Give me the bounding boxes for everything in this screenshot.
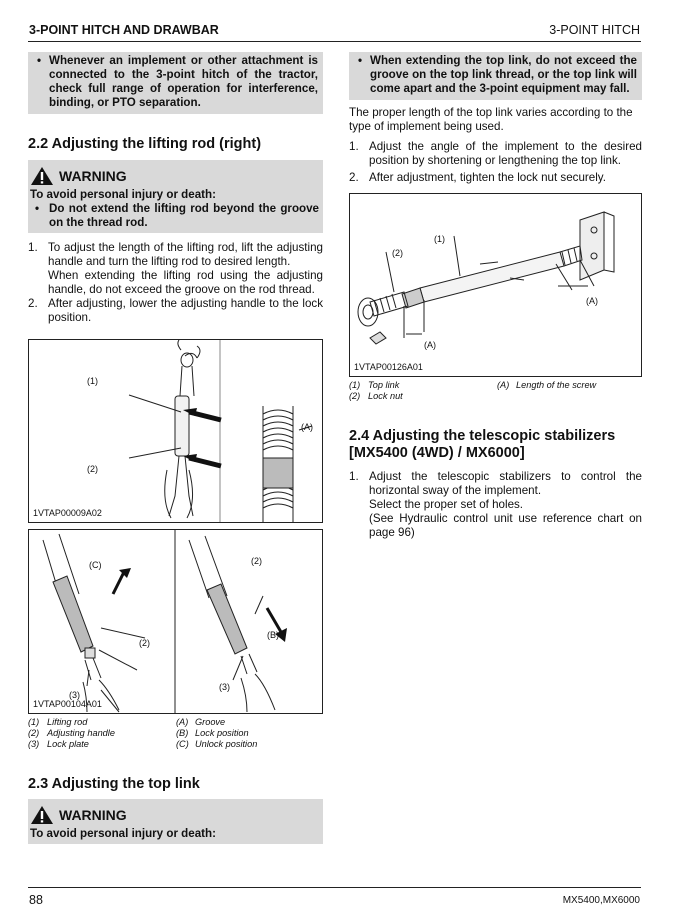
callout-label: (3) <box>69 690 80 700</box>
callout-label: (3) <box>219 682 230 692</box>
bullet-icon: • <box>35 202 40 215</box>
model-names: MX5400,MX6000 <box>562 895 640 906</box>
warning-box <box>28 799 323 844</box>
caption-item: (1) Top link <box>349 380 400 390</box>
callout-label: (2) <box>87 464 98 474</box>
top-link-illustration <box>350 194 641 376</box>
caption-item: (A) Length of the screw <box>497 380 597 390</box>
page-number: 88 <box>29 893 43 907</box>
list-item: 2. After adjusting, lower the adjusting handle to the lock position. <box>28 297 323 324</box>
callout-label: (2) <box>139 638 150 648</box>
warning-subtitle: To avoid personal injury or death: <box>30 827 216 840</box>
list-item: 1. To adjust the length of the lifting rod, lift the adjusting handle and turn the lifting rod to desired length. When extending the lifting rod using the adjusting handle, do not exceed the groove on the rod thread. <box>28 241 323 296</box>
callout-label: (2) <box>392 248 403 258</box>
warning-item: Do not extend the lifting rod beyond the groove on the thread rod. <box>49 202 319 229</box>
chapter-title: 3-POINT HITCH <box>549 23 640 37</box>
heading-2-3: 2.3 Adjusting the top link <box>28 776 200 792</box>
heading-2-4: 2.4 Adjusting the telescopic stabilizers [MX5400 (4WD) / MX6000] <box>349 428 616 461</box>
left-column <box>28 52 323 844</box>
warning-subtitle: To avoid personal injury or death: <box>30 188 216 201</box>
note-box-right <box>349 52 642 100</box>
callout-label: (A) <box>424 340 436 350</box>
heading-2-2: 2.2 Adjusting the lifting rod (right) <box>28 136 262 152</box>
callout-label: (C) <box>89 560 102 570</box>
header-divider <box>28 41 641 42</box>
figure-code: 1VTAP00009A02 <box>33 508 102 518</box>
warning-title: WARNING <box>59 168 127 184</box>
note-box-left <box>28 52 323 114</box>
caption-item: (C) Unlock position <box>176 739 258 749</box>
caption-item: (A) Groove <box>176 717 226 727</box>
list-item: 1. Adjust the telescopic stabilizers to control the horizontal sway of the implement. Select the proper set of holes. (See Hydraulic control unit use reference chart on page 96) <box>349 470 642 539</box>
intro-paragraph: The proper length of the top link varies according to the type of implement being used. <box>349 106 633 133</box>
section-title: 3-POINT HITCH AND DRAWBAR <box>29 23 219 37</box>
caption-item: (B) Lock position <box>176 728 249 738</box>
list-item: 1. Adjust the angle of the implement to the desired position by shortening or lengthening the top link. <box>349 140 642 167</box>
warning-triangle-icon <box>30 805 54 825</box>
callout-label: (2) <box>251 556 262 566</box>
caption-item: (3) Lock plate <box>28 739 89 749</box>
callout-label: (A) <box>586 296 598 306</box>
bullet-icon: • <box>358 54 363 67</box>
note-text: When extending the top link, do not exceed the groove on the top link thread, or the top link will come apart and the 3-point equipment may fall. <box>370 54 637 95</box>
callout-label: (1) <box>87 376 98 386</box>
callout-label: (B) <box>267 630 279 640</box>
footer-divider <box>28 887 641 888</box>
figure-code: 1VTAP00104A01 <box>33 699 102 709</box>
figure-code: 1VTAP00126A01 <box>354 362 423 372</box>
caption-item: (2) Lock nut <box>349 391 403 401</box>
list-item: 2. After adjustment, tighten the lock nut securely. <box>349 171 606 184</box>
callout-label: (1) <box>434 234 445 244</box>
figure-captions-right <box>349 380 642 402</box>
callout-label: (A) <box>301 422 313 432</box>
steps-2-4 <box>349 470 642 540</box>
caption-item: (1) Lifting rod <box>28 717 88 727</box>
steps-2-3 <box>349 140 642 185</box>
warning-box <box>28 160 323 233</box>
warning-triangle-icon <box>30 166 54 186</box>
figure-captions-left <box>28 717 323 750</box>
lifting-rod-illustration <box>29 340 322 522</box>
warning-title: WARNING <box>59 807 127 823</box>
figure-top-link <box>349 193 642 377</box>
figure-adjusting-handle <box>28 529 323 714</box>
caption-item: (2) Adjusting handle <box>28 728 115 738</box>
adjusting-handle-illustration <box>29 530 322 713</box>
bullet-icon: • <box>37 54 42 67</box>
note-text: Whenever an implement or other attachment is connected to the 3-point hitch of the tractor, check full range of operation for interference, binding, or PTO separation. <box>49 54 318 109</box>
figure-lifting-rod <box>28 339 323 523</box>
right-column <box>349 52 642 540</box>
steps-2-2 <box>28 241 323 325</box>
